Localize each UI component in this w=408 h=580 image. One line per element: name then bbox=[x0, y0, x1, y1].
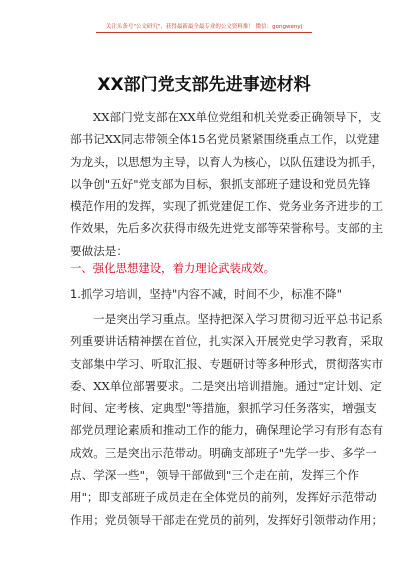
paragraph-line: 作用；党员领导干部走在党员的前列，发挥好引领带动作用； bbox=[70, 512, 384, 527]
paragraph-line: 部书记XX同志带领全体15名党员紧紧围绕重点工作，以党建 bbox=[70, 132, 380, 147]
intro-paragraph bbox=[70, 106, 384, 262]
paragraph-line: 部党员理论素质和推动工作的能力，确保理论学习有形有态有 bbox=[70, 423, 384, 438]
paragraph-line: 时间、定考核、定典型"等措施，狠抓学习任务落实，增强支 bbox=[70, 401, 377, 416]
document-title: XX部门党支部先进事迹材料 bbox=[97, 75, 311, 95]
paragraph-line: 模范作用的发挥，实现了抓党建促工作、党务业务齐进步的工 bbox=[70, 199, 384, 214]
body-paragraph bbox=[70, 308, 384, 531]
paragraph-line: 要做法是： bbox=[70, 243, 128, 258]
subsection-heading: 1.抓学习培训，坚持"内容不减，时间不少，标准不降" bbox=[70, 287, 342, 301]
paragraph-line: 列重要讲话精神摆在首位，扎实深入开展党史学习教育，采取 bbox=[70, 334, 384, 349]
paragraph-line: 以争创"五好"党支部为目标，狠抓支部班子建设和党员先锋 bbox=[70, 176, 371, 191]
paragraph-line: 支部集中学习、听取汇报、专题研讨等多种形式，贯彻落实市 bbox=[70, 356, 384, 371]
paragraph-line: XX部门党支部在XX单位党组和机关党委正确领导下，支 bbox=[93, 110, 382, 124]
paragraph-line: 委、XX单位部署要求。二是突出培训措施。通过"定计划、定 bbox=[70, 378, 382, 393]
paragraph-line: 成效。三是突出示范带动。明确支部班子"先学一步、多学一 bbox=[70, 445, 377, 460]
header-banner: 关注头条号"公文研究"，获得最新最全最专业的公文资料推！ 微信：gongwenyj bbox=[105, 24, 303, 30]
paragraph-line: 一是突出学习重点。坚持把深入学习贯彻习近平总书记系 bbox=[93, 312, 383, 326]
section-heading: 一、强化思想建设，着力理论武装成效。 bbox=[70, 261, 276, 275]
paragraph-line: 作效果，先后多次获得市级先进党支部等荣誉称号。支部的主 bbox=[70, 221, 384, 236]
paragraph-line: 点、学深一些"，领导干部做到"三个走在前，发挥三个作 bbox=[70, 468, 359, 483]
header-divider bbox=[96, 32, 312, 33]
paragraph-line: 为龙头，以思想为主导，以育人为核心，以队伍建设为抓手， bbox=[70, 154, 384, 169]
paragraph-line: 用"；即支部班子成员走在全体党员的前列，发挥好示范带动 bbox=[70, 490, 377, 505]
